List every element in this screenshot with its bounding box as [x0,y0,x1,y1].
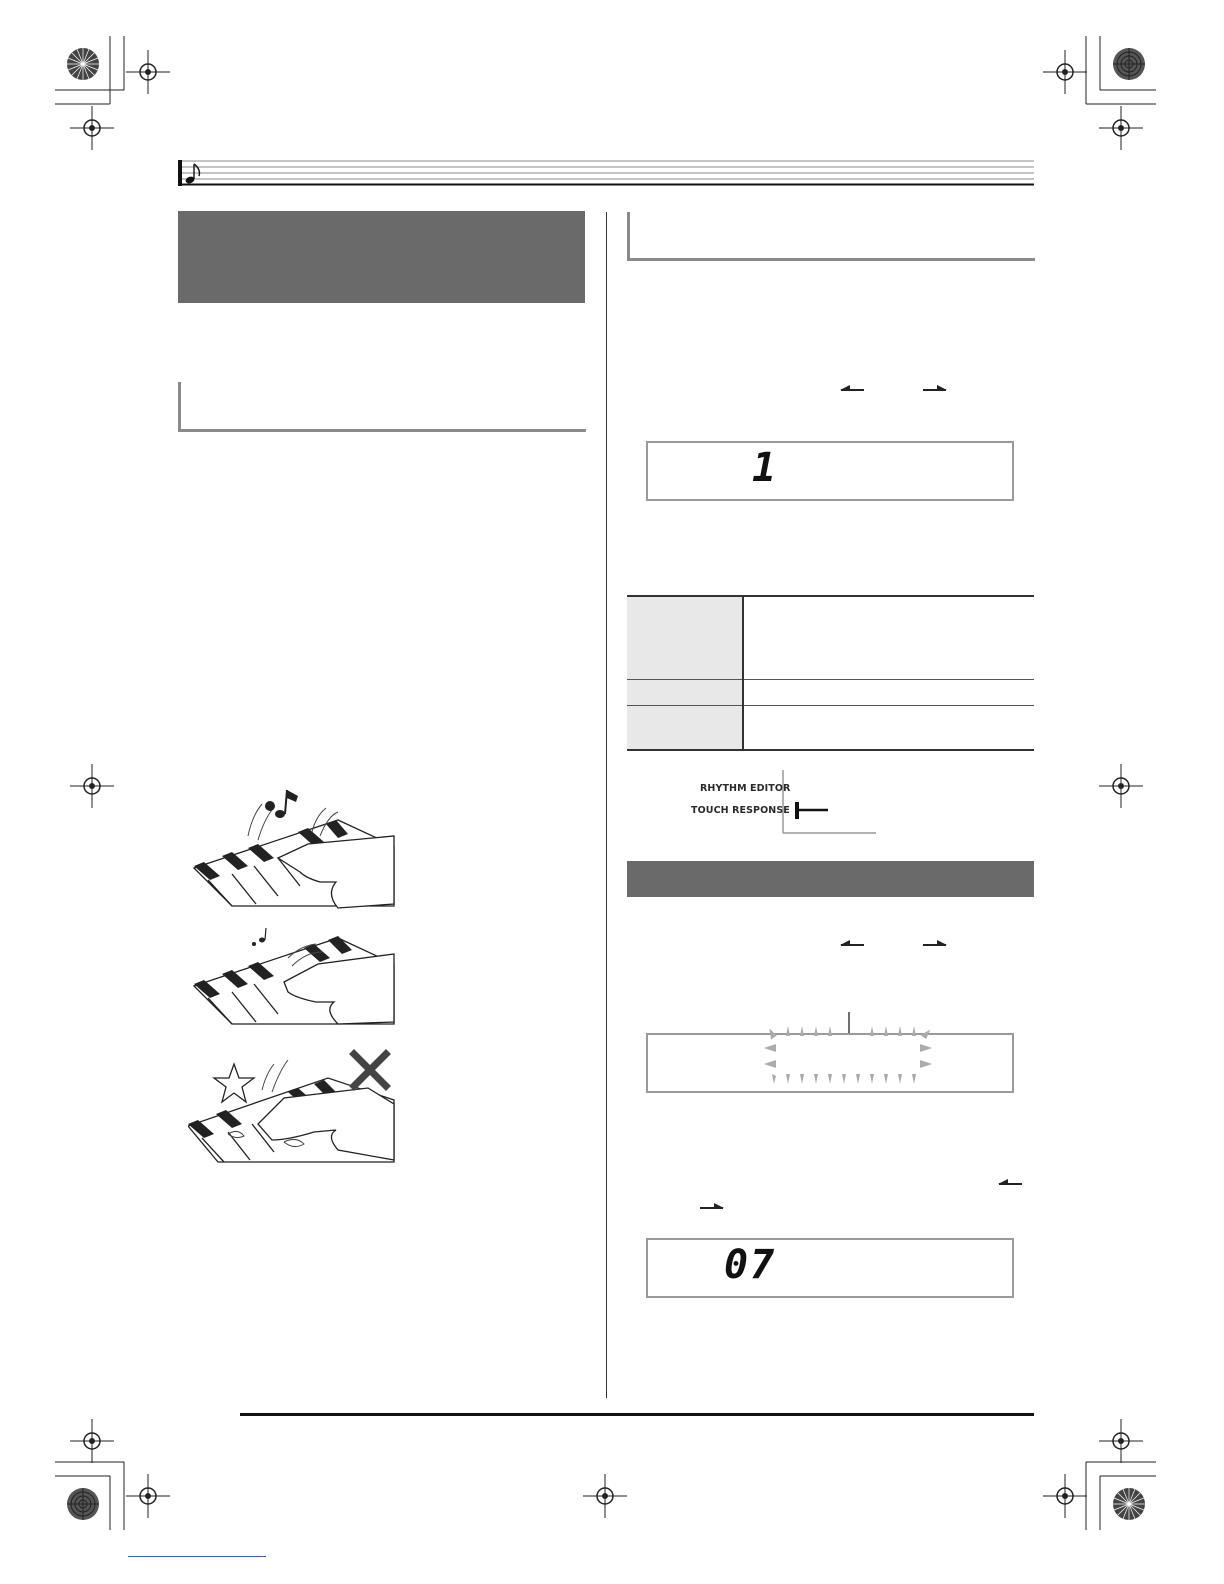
touch-response-label: TOUCH RESPONSE [691,805,790,816]
crosshair-target-icon [126,50,170,94]
crop-marks-top-left [0,0,200,180]
right-arrow-icon [698,1200,726,1212]
table-row [627,596,1034,680]
rhythm-editor-label: RHYTHM EDITOR [700,783,791,794]
keyboard-illustration-soft [188,786,396,912]
right-arrow-icon [921,382,949,394]
radial-registration-icon [1112,47,1146,81]
crosshair-target-icon [70,764,114,808]
table-row [627,680,1034,706]
radial-registration-icon [1112,1487,1146,1521]
eighth-note-icon [184,162,204,186]
crosshair-target-icon [1043,50,1087,94]
crosshair-target-icon [70,106,114,150]
lcd-blink-indicators [762,1024,934,1090]
subheading-rule-right [627,212,1035,261]
small-music-note-icon [252,928,266,946]
lcd-display-number [646,1238,1014,1298]
lcd-number-text: 07 [724,1242,777,1288]
left-arrow-icon [996,1176,1024,1188]
left-arrow-icon [838,382,866,394]
crosshair-target-icon [1099,106,1143,150]
indicator-marker-icon [795,802,799,819]
radial-registration-icon [66,1487,100,1521]
crosshair-target-icon [583,1474,627,1518]
table-row [627,706,1034,751]
bottom-link-underline[interactable] [128,1556,266,1557]
settings-table [627,595,1034,751]
section-banner-right [627,861,1034,897]
header-music-staff [178,160,1034,186]
music-note-icon [275,790,298,818]
crosshair-target-icon [1099,1419,1143,1463]
right-arrow-icon [921,937,949,949]
panel-indicator-diagram [780,770,880,836]
keyboard-illustration-hard [188,1044,396,1166]
column-divider [606,212,607,1398]
footer-rule [240,1413,1034,1416]
keyboard-illustration-gentle [188,924,396,1028]
left-arrow-icon [838,937,866,949]
lcd-display-value [646,441,1014,501]
crosshair-target-icon [1099,764,1143,808]
lcd-value-text: 1 [752,445,777,491]
star-icon [214,1064,254,1102]
crosshair-target-icon [126,1474,170,1518]
radial-registration-icon [66,47,100,81]
crosshair-target-icon [70,1419,114,1463]
section-banner-left [178,211,585,303]
x-mark-icon [354,1054,386,1086]
subheading-rule-left [178,382,586,432]
crosshair-target-icon [1043,1474,1087,1518]
